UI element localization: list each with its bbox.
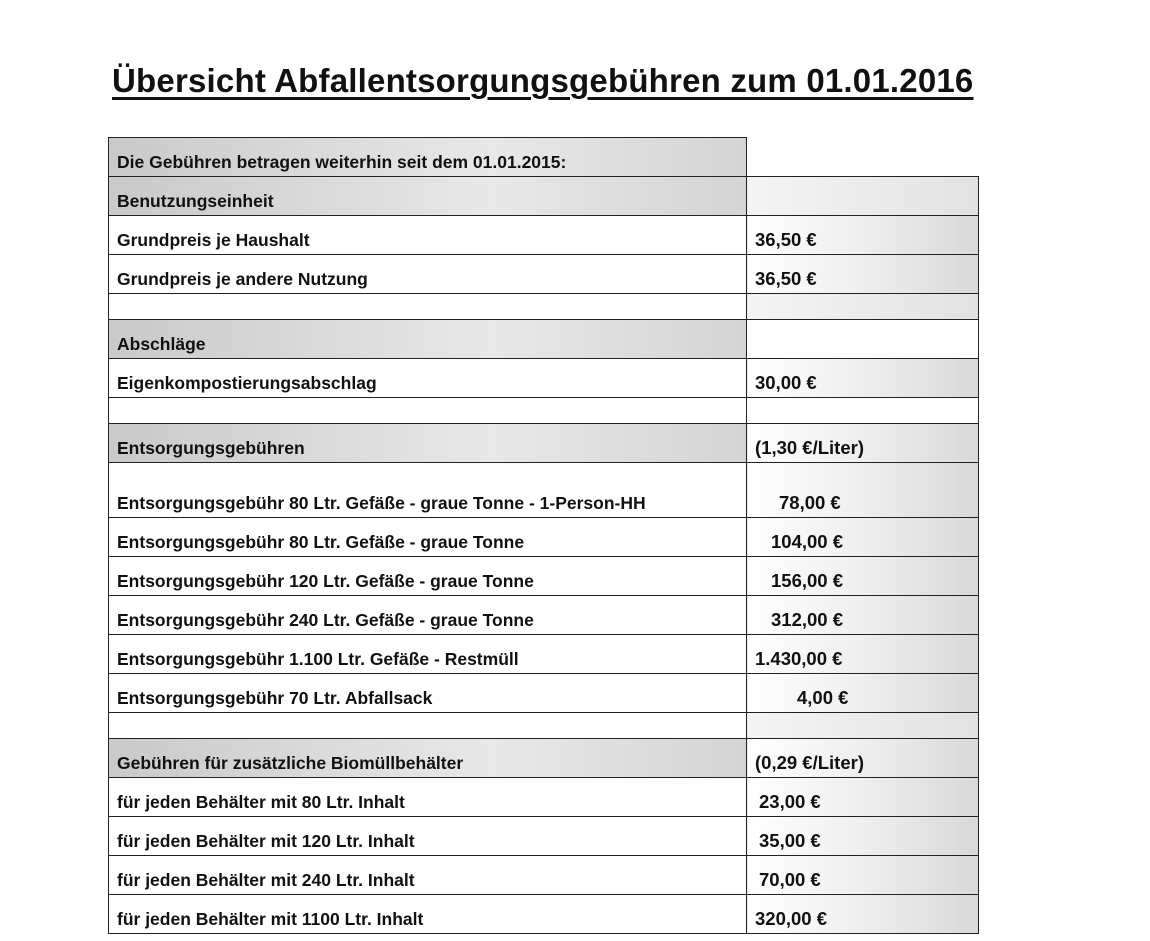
table-row [109,635,979,674]
spacer-cell [109,398,747,424]
spacer-cell [747,294,979,320]
row-value-text: 4,00 € [797,687,849,708]
table-row [109,518,979,557]
row-label: Entsorgungsgebühr 120 Ltr. Gefäße - graue Tonne [109,557,747,596]
section-heading-biomuell: Gebühren für zusätzliche Biomüllbehälter [109,739,747,778]
row-label: Grundpreis je Haushalt [109,216,747,255]
row-value-text: 156,00 € [771,570,844,591]
row-value [747,635,979,674]
table-row [109,856,979,895]
spacer-cell [747,713,979,739]
spacer-cell [109,294,747,320]
table-row [109,778,979,817]
row-value [747,778,979,817]
section-heading-row [109,424,979,463]
row-value [747,359,979,398]
row-value-text: 30,00 € [755,372,817,393]
spacer-row [109,713,979,739]
row-label: Entsorgungsgebühr 1.100 Ltr. Gefäße - Restmüll [109,635,747,674]
row-value-text: 78,00 € [779,492,841,513]
intro-text: Die Gebühren betragen weiterhin seit dem 01.01.2015: [109,138,747,177]
section-heading-entsorgungsgebuehren: Entsorgungsgebühren [109,424,747,463]
spacer-cell [747,398,979,424]
section-heading-benutzungseinheit: Benutzungseinheit [109,177,747,216]
table-row [109,557,979,596]
section-heading-row [109,320,979,359]
table-row [109,674,979,713]
section-heading-value [747,320,979,359]
intro-row [109,138,979,177]
section-heading-value: (1,30 €/Liter) [747,424,979,463]
row-value [747,895,979,934]
table-row [109,359,979,398]
table-row [109,216,979,255]
row-label: für jeden Behälter mit 1100 Ltr. Inhalt [109,895,747,934]
row-value-text: 70,00 € [759,869,821,890]
row-label: Entsorgungsgebühr 80 Ltr. Gefäße - graue Tonne - 1-Person-HH [109,463,747,518]
row-value [747,518,979,557]
row-label: Entsorgungsgebühr 240 Ltr. Gefäße - graue Tonne [109,596,747,635]
row-value [747,216,979,255]
table-row [109,463,979,518]
row-label: Entsorgungsgebühr 80 Ltr. Gefäße - graue Tonne [109,518,747,557]
table-row [109,895,979,934]
table-row [109,817,979,856]
row-value-text: 104,00 € [771,531,844,552]
spacer-cell [109,713,747,739]
row-value [747,463,979,518]
section-heading-row [109,177,979,216]
row-value [747,856,979,895]
section-heading-value: (0,29 €/Liter) [747,739,979,778]
spacer-row [109,398,979,424]
row-label: Grundpreis je andere Nutzung [109,255,747,294]
table-row [109,596,979,635]
row-label: Entsorgungsgebühr 70 Ltr. Abfallsack [109,674,747,713]
row-value-text: 312,00 € [771,609,844,630]
row-value [747,557,979,596]
section-heading-abschlaege: Abschläge [109,320,747,359]
row-value-text: 35,00 € [759,830,821,851]
row-value [747,817,979,856]
intro-value-blank [747,138,979,177]
row-value [747,596,979,635]
row-value [747,255,979,294]
spacer-row [109,294,979,320]
row-value-text: 36,50 € [755,229,817,250]
table-row [109,255,979,294]
row-label: für jeden Behälter mit 80 Ltr. Inhalt [109,778,747,817]
row-label: für jeden Behälter mit 120 Ltr. Inhalt [109,817,747,856]
row-value-text: 320,00 € [755,908,828,929]
section-heading-row [109,739,979,778]
section-heading-value [747,177,979,216]
page-title: Übersicht Abfallentsorgungsgebühren zum 01.01.2016 [112,62,974,99]
row-label: Eigenkompostierungsabschlag [109,359,747,398]
fee-table [108,137,979,934]
row-label: für jeden Behälter mit 240 Ltr. Inhalt [109,856,747,895]
row-value [747,674,979,713]
row-value-text: 1.430,00 € [755,648,843,669]
row-value-text: 23,00 € [759,791,821,812]
row-value-text: 36,50 € [755,268,817,289]
